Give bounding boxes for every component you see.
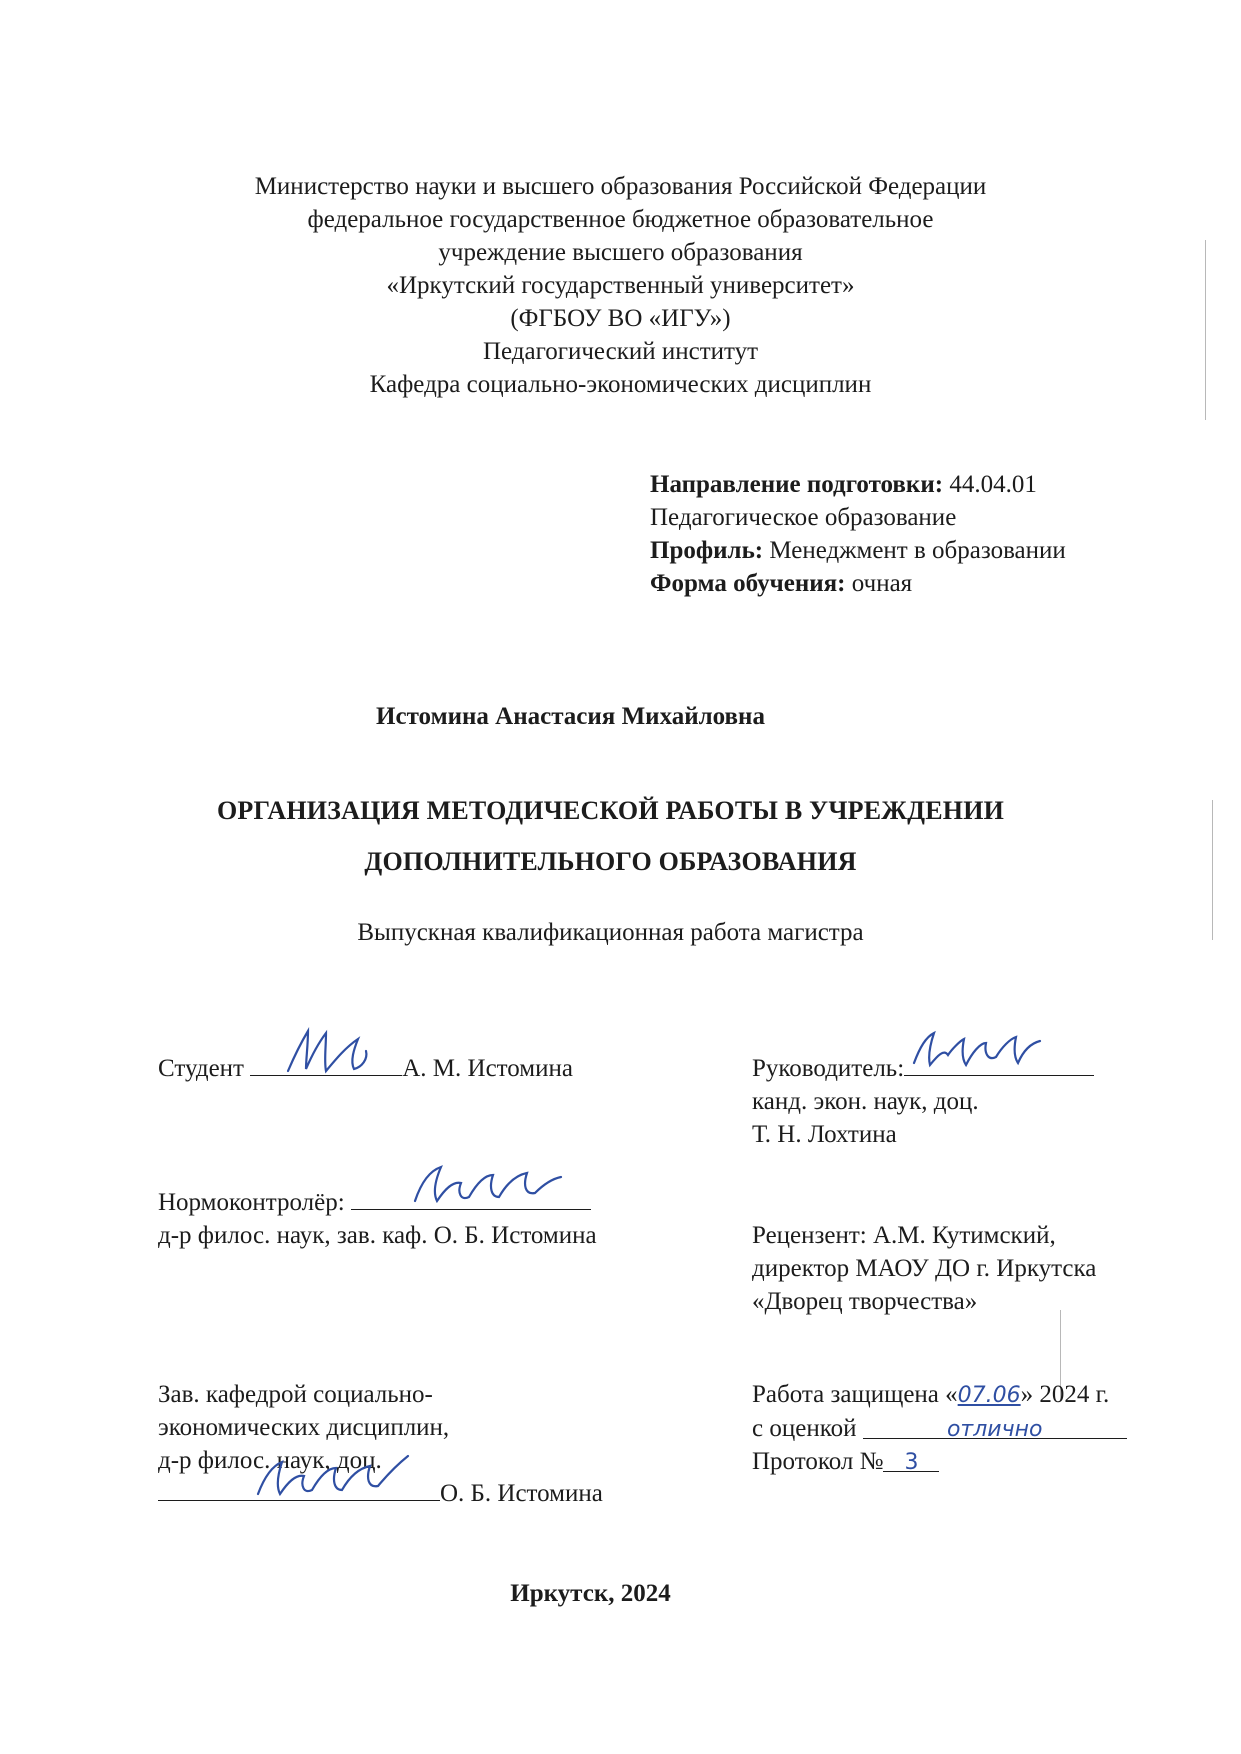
reviewer-name: Рецензент: А.М. Кутимский, [752, 1222, 1056, 1249]
university-name: «Иркутский государственный университет» [386, 272, 855, 299]
study-form-value: очная [845, 570, 913, 597]
normocontrol-block [158, 1186, 597, 1252]
supervisor-signature-icon [904, 1019, 1094, 1081]
author-name: Истомина Анастасия Михайловна [376, 703, 765, 730]
institution-type-line-2: учреждение высшего образования [438, 239, 803, 266]
supervisor-signature-line [904, 1053, 1094, 1076]
student-signature-row [158, 1052, 573, 1085]
defense-date: 07.06 [957, 1383, 1021, 1408]
city-year: Иркутск, 2024 [510, 1580, 671, 1607]
institution-header [0, 170, 1241, 401]
supervisor-label: Руководитель: [752, 1055, 905, 1082]
department-head-signature-icon [158, 1444, 440, 1506]
direction-name: Педагогическое образование [650, 504, 957, 531]
department-head-degree: д-р филос. наук, доц. [158, 1447, 382, 1474]
supervisor-name: Т. Н. Лохтина [752, 1121, 897, 1148]
ministry-line: Министерство науки и высшего образования Российской Федерации [254, 173, 987, 200]
thesis-title-line-1: ОРГАНИЗАЦИЯ МЕТОДИЧЕСКОЙ РАБОТЫ В УЧРЕЖДЕНИИ [216, 796, 1005, 825]
defense-prefix: Работа защищена « [752, 1381, 958, 1408]
department-head-name: О. Б. Истомина [440, 1480, 603, 1507]
normocontrol-label: Нормоконтролёр: [158, 1189, 345, 1216]
institute-name: Педагогический институт [482, 338, 759, 365]
department-head-title-2: экономических дисциплин, [158, 1414, 450, 1441]
student-name: А. М. Истомина [402, 1055, 573, 1082]
thesis-title [0, 785, 1231, 887]
institution-type-line: федеральное государственное бюджетное образовательное [307, 206, 934, 233]
normocontrol-signature-line [351, 1187, 591, 1210]
direction-code: 44.04.01 [943, 471, 1037, 498]
profile-label: Профиль: [650, 537, 764, 564]
department-name: Кафедра социально-экономических дисциплин [369, 371, 872, 398]
grade-value: отлично [946, 1417, 1043, 1442]
grade-label: с оценкой [752, 1415, 857, 1442]
department-head-title-1: Зав. кафедрой социально- [158, 1381, 433, 1408]
thesis-title-line-2: ДОПОЛНИТЕЛЬНОГО ОБРАЗОВАНИЯ [364, 847, 857, 876]
profile-value: Менеджмент в образовании [763, 537, 1066, 564]
department-head-block [158, 1378, 603, 1510]
supervisor-degree: канд. экон. наук, доц. [752, 1088, 979, 1115]
reviewer-position: директор МАОУ ДО г. Иркутска [752, 1255, 1097, 1282]
department-head-signature-line [158, 1478, 440, 1501]
protocol-line [883, 1445, 939, 1475]
protocol-number: 3 [904, 1450, 919, 1475]
protocol-label: Протокол № [752, 1448, 884, 1475]
university-abbreviation: (ФГБОУ ВО «ИГУ») [510, 305, 731, 332]
student-label: Студент [158, 1055, 244, 1082]
grade-line [863, 1412, 1127, 1442]
study-form-label: Форма обучения: [650, 570, 846, 597]
reviewer-organization: «Дворец творчества» [752, 1288, 978, 1315]
defense-block [752, 1378, 1127, 1478]
direction-label: Направление подготовки: [650, 471, 944, 498]
normocontrol-signature-icon [351, 1153, 591, 1215]
work-type: Выпускная квалификационная работа магистра [357, 919, 864, 946]
program-info [650, 468, 1066, 600]
reviewer-block [752, 1219, 1096, 1318]
student-signature-line [250, 1053, 402, 1076]
normocontrol-degree: д-р филос. наук, зав. каф. О. Б. Истомина [158, 1222, 597, 1249]
supervisor-block [752, 1052, 1094, 1151]
defense-suffix: » 2024 г. [1020, 1381, 1110, 1408]
student-signature-icon [250, 1019, 400, 1079]
